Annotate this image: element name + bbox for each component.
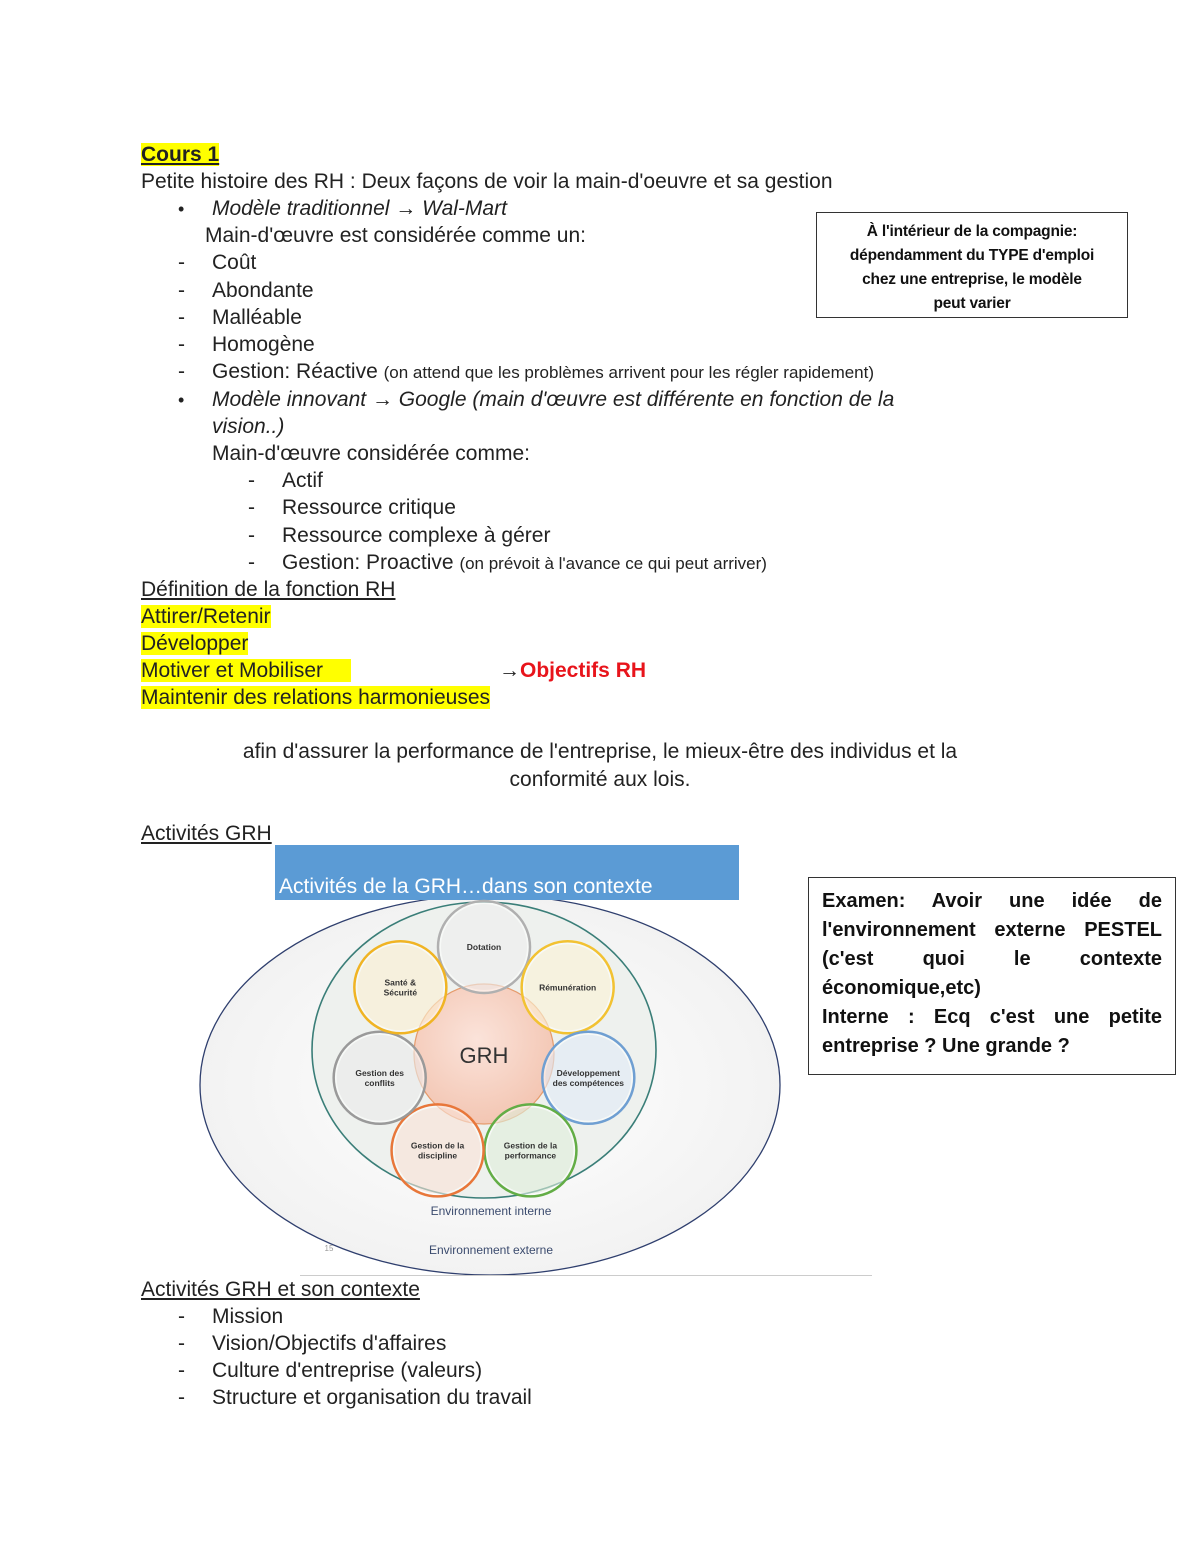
note-box-exam: Examen: Avoir une idée de l'environnement externe PESTEL (c'est quoi le contexte économique,etc) Interne : Ecq c'est une petite entreprise ? Une grande ?	[808, 877, 1176, 1075]
list-item: - Abondante	[178, 279, 314, 302]
list-item: - Gestion: Réactive (on attend que les problèmes arrivent pour les régler rapidement)	[178, 360, 875, 383]
arrow-icon: →	[395, 197, 417, 220]
activity-label: Rémunération	[539, 982, 597, 993]
activity-remuneration	[522, 941, 614, 1033]
activity-dotation	[438, 901, 530, 993]
activity-label: performance	[504, 1150, 557, 1161]
objective-item: Maintenir des relations harmonieuses	[141, 686, 491, 709]
innovative-lead: Main-d'œuvre considérée comme:	[212, 442, 530, 465]
list-item: - Homogène	[178, 333, 315, 356]
intro-text: Petite histoire des RH : Deux façons de voir la main-d'oeuvre et sa gestion	[141, 170, 833, 193]
list-item: - Mission	[178, 1305, 284, 1328]
bullet-icon: •	[178, 199, 185, 219]
arrow-icon: →	[499, 659, 520, 682]
objectives-label: →Objectifs RH	[499, 659, 647, 682]
list-item: - Ressource complexe à gérer	[248, 524, 551, 547]
activity-developpement	[542, 1032, 634, 1124]
traditional-model-line: • Modèle traditionnel → Wal-Mart	[178, 197, 507, 220]
slide-number: 15	[324, 1244, 334, 1253]
grh-center-label: GRH	[459, 1043, 509, 1068]
external-environment-label: Environnement externe	[428, 1243, 554, 1257]
activity-label: des compétences	[552, 1077, 624, 1088]
activity-label: Gestion de la	[410, 1140, 465, 1151]
list-item: - Vision/Objectifs d'affaires	[178, 1332, 447, 1355]
activity-label: conflits	[364, 1077, 395, 1088]
grh-context-diagram	[195, 845, 795, 1275]
context-heading: Activités GRH et son contexte	[141, 1278, 420, 1301]
traditional-lead: Main-d'œuvre est considérée comme un:	[205, 224, 586, 247]
objective-item: Attirer/Retenir	[141, 605, 271, 628]
list-item: - Malléable	[178, 306, 302, 329]
list-item: - Actif	[248, 469, 323, 492]
purpose-line: conformité aux lois.	[509, 768, 691, 791]
list-item: - Coût	[178, 251, 257, 274]
arrow-icon: →	[371, 388, 393, 411]
activity-discipline	[392, 1104, 484, 1196]
diagram-banner-text: Activités de la GRH…dans son contexte	[279, 875, 653, 898]
activity-label: Dotation	[466, 942, 502, 952]
divider	[300, 1275, 872, 1276]
activity-sante	[354, 941, 446, 1033]
activity-label: Gestion de la	[503, 1140, 558, 1151]
activity-label: Santé &	[384, 977, 417, 988]
activity-label: Gestion des	[355, 1067, 405, 1078]
activity-label: Sécurité	[383, 987, 418, 998]
activity-label: Développement	[556, 1067, 620, 1078]
objective-item: Développer	[141, 632, 249, 655]
page-title: Cours 1	[141, 143, 220, 166]
list-item: - Gestion: Proactive (on prévoit à l'avance ce qui peut arriver)	[248, 551, 767, 574]
purpose-line: afin d'assurer la performance de l'entreprise, le mieux-être des individus et la	[242, 740, 958, 763]
note-box-company: À l'intérieur de la compagnie: dépendamment du TYPE d'emploi chez une entreprise, le modèle peut varier	[816, 212, 1128, 318]
internal-environment-label: Environnement interne	[430, 1204, 552, 1218]
list-item: - Structure et organisation du travail	[178, 1386, 532, 1409]
activities-heading: Activités GRH	[141, 822, 272, 845]
innovative-example-cont: vision..)	[212, 415, 285, 438]
activity-performance	[484, 1104, 576, 1196]
objective-item: Motiver et Mobiliser	[141, 658, 351, 684]
activity-conflits	[334, 1032, 426, 1124]
list-item: - Culture d'entreprise (valeurs)	[178, 1359, 483, 1382]
definition-heading: Définition de la fonction RH	[141, 578, 396, 601]
list-item: - Ressource critique	[248, 496, 456, 519]
innovative-model-line: • Modèle innovant → Google (main d'œuvre est différente en fonction de la	[178, 388, 895, 411]
bullet-icon: •	[178, 390, 185, 410]
activity-label: discipline	[417, 1150, 458, 1161]
